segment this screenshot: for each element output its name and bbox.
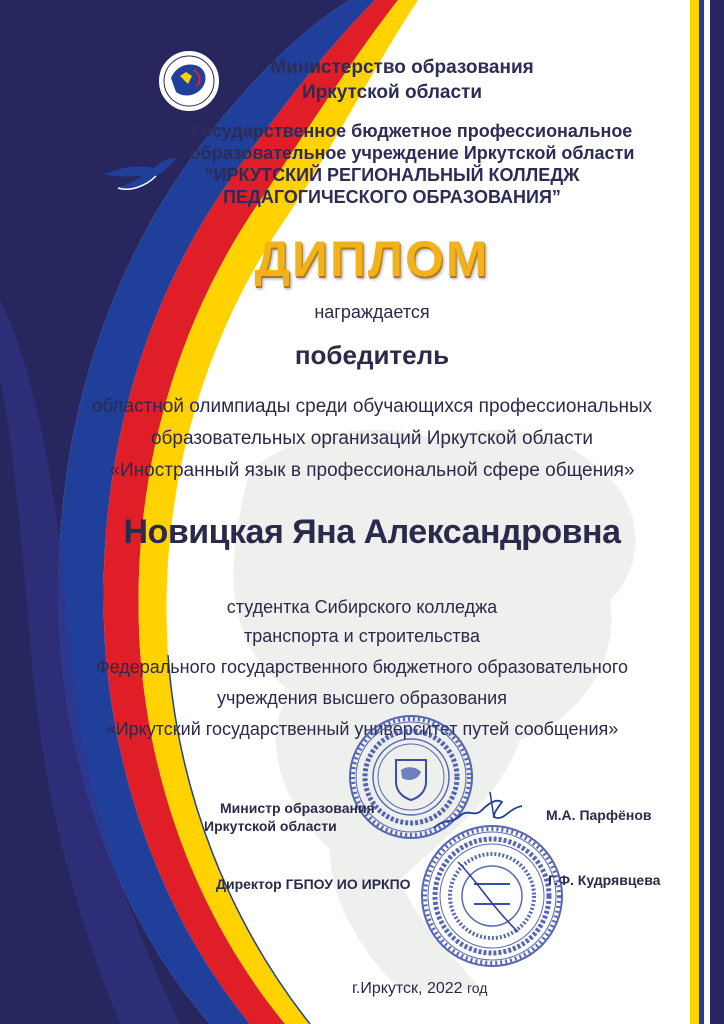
year-suffix: год [467,980,488,996]
college-stamp-icon [418,822,566,970]
student-info-line-5: «Иркутский государственный университет путей сообщения» [105,719,619,739]
student-info-line-4: учреждения высшего образования [217,688,507,708]
olympiad-line-3: «Иностранный язык в профессиональной сфере общения» [109,460,635,481]
minister-title-line-2: Иркутской области [204,818,337,834]
student-info-line-1: студентка Сибирского колледжа [226,597,498,617]
student-info-line-2: транспорта и строительства [244,626,480,646]
college-line-2: образовательное учреждение Иркутской области [189,143,635,163]
olympiad-line-1: областной олимпиады среди обучающихся профессиональных [91,396,653,417]
city-year [352,980,487,998]
ministry-line-2: Иркутской области [301,82,483,103]
winner-text: победитель [294,340,450,370]
awarded-text: награждается [314,302,430,322]
director-name: Г.Ф. Кудрявцева [548,872,661,888]
city-year-text: г.Иркутск, 2022 [352,980,463,997]
college-line-1: Государственное бюджетное профессиональное [191,121,633,141]
student-info-line-3: Федерального государственного бюджетного образовательного [95,657,629,677]
olympiad-line-2: образовательных организаций Иркутской области [150,428,594,449]
minister-name: М.А. Парфёнов [546,807,652,823]
college-line-3: “ИРКУТСКИЙ РЕГИОНАЛЬНЫЙ КОЛЛЕДЖ [204,165,580,185]
diploma-title: ДИПЛОМ [254,231,490,287]
recipient-name: Новицкая Яна Александровна [123,513,621,551]
ministry-line-1: Министерство образования [270,57,534,78]
college-line-4: ПЕДАГОГИЧЕСКОГО ОБРАЗОВАНИЯ” [223,187,561,207]
director-title: Директор ГБПОУ ИО ИРКПО [216,876,411,892]
minister-title-line-1: Министр образования [220,800,375,816]
